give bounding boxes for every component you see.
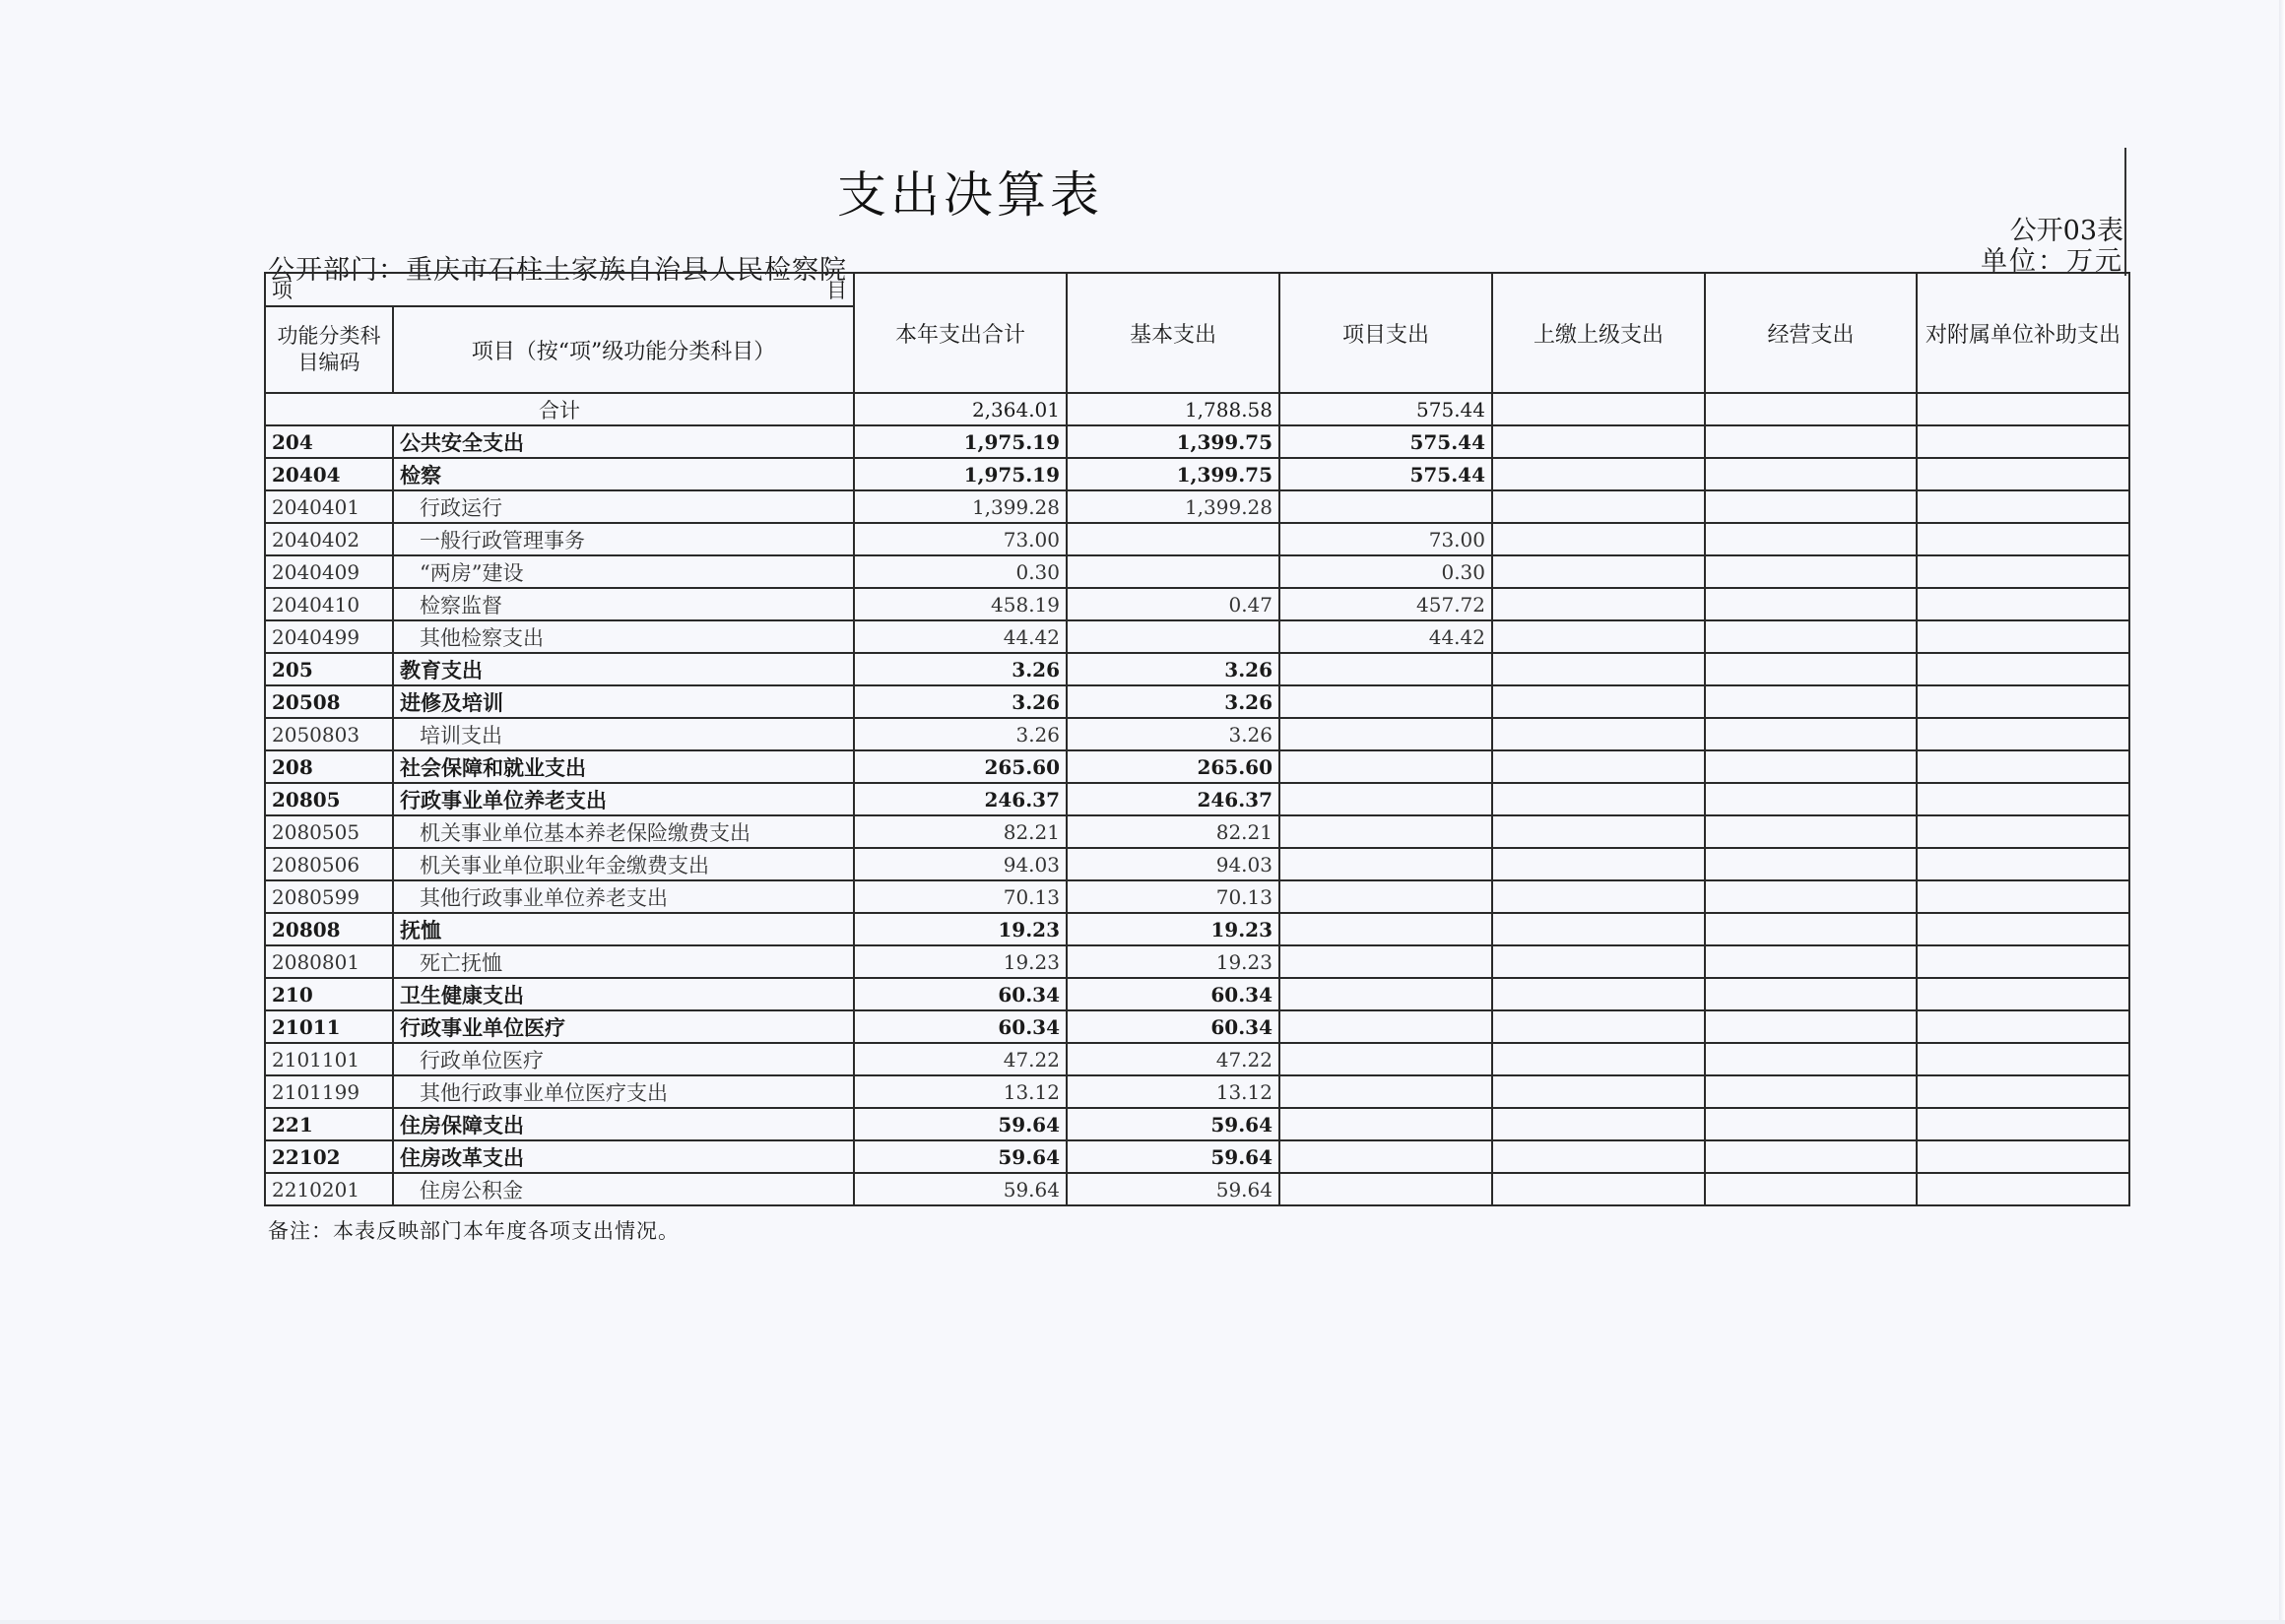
row-value: 3.26 [1067, 685, 1279, 718]
row-code: 22102 [265, 1140, 393, 1173]
row-value: 1,399.75 [1067, 458, 1279, 490]
row-value: 1,399.28 [854, 490, 1067, 523]
row-name: 行政单位医疗 [393, 1043, 854, 1075]
row-value: 60.34 [854, 978, 1067, 1010]
row-value [1917, 1075, 2129, 1108]
row-value [1279, 1075, 1492, 1108]
row-code: 2050803 [265, 718, 393, 750]
row-code: 2080506 [265, 848, 393, 880]
row-name: “两房”建设 [393, 555, 854, 588]
row-value [1705, 1043, 1917, 1075]
row-value [1279, 490, 1492, 523]
row-value [1492, 620, 1705, 653]
row-value: 1,399.28 [1067, 490, 1279, 523]
row-name: 机关事业单位职业年金缴费支出 [393, 848, 854, 880]
row-value [1705, 1108, 1917, 1140]
row-code: 2040409 [265, 555, 393, 588]
row-value [1705, 913, 1917, 945]
row-value: 73.00 [854, 523, 1067, 555]
expenditure-table [264, 272, 2130, 1206]
row-value [1492, 1043, 1705, 1075]
header-name-col: 项目（按“项”级功能分类科目） [393, 306, 854, 393]
row-value [1279, 1108, 1492, 1140]
table-row [265, 685, 2129, 718]
row-value: 1,975.19 [854, 458, 1067, 490]
row-code: 208 [265, 750, 393, 783]
row-value: 19.23 [854, 913, 1067, 945]
table-row [265, 718, 2129, 750]
row-code: 2210201 [265, 1173, 393, 1205]
row-value: 94.03 [1067, 848, 1279, 880]
row-value [1492, 588, 1705, 620]
row-value: 70.13 [854, 880, 1067, 913]
table-row [265, 815, 2129, 848]
row-name: 住房保障支出 [393, 1108, 854, 1140]
row-value: 59.64 [1067, 1140, 1279, 1173]
row-value: 457.72 [1279, 588, 1492, 620]
row-code: 2040410 [265, 588, 393, 620]
row-value: 59.64 [1067, 1173, 1279, 1205]
footnote: 备注：本表反映部门本年度各项支出情况。 [268, 1219, 680, 1243]
row-value [1492, 880, 1705, 913]
row-name: 行政事业单位养老支出 [393, 783, 854, 815]
row-value [1067, 555, 1279, 588]
table-row [265, 490, 2129, 523]
row-value: 0.47 [1067, 588, 1279, 620]
row-value [1279, 815, 1492, 848]
row-value: 60.34 [854, 1010, 1067, 1043]
row-value [1705, 1075, 1917, 1108]
row-value [1492, 1173, 1705, 1205]
row-value: 0.30 [1279, 555, 1492, 588]
row-value [1917, 620, 2129, 653]
row-name: 住房改革支出 [393, 1140, 854, 1173]
row-value [1705, 653, 1917, 685]
row-value: 60.34 [1067, 1010, 1279, 1043]
header-code-col: 功能分类科目编码 [265, 306, 393, 393]
row-value [1492, 718, 1705, 750]
row-code: 20508 [265, 685, 393, 718]
row-value [1917, 718, 2129, 750]
row-value [1279, 750, 1492, 783]
row-value: 265.60 [1067, 750, 1279, 783]
department-label: 公开部门：重庆市石柱土家族自治县人民检察院 [268, 255, 847, 286]
header-xiang-mu [265, 273, 854, 306]
header-col-total: 本年支出合计 [854, 273, 1067, 393]
row-value [1917, 848, 2129, 880]
total-row [265, 393, 2129, 425]
row-name: 教育支出 [393, 653, 854, 685]
row-value [1917, 1010, 2129, 1043]
row-name: 检察 [393, 458, 854, 490]
table-row [265, 523, 2129, 555]
row-value [1705, 555, 1917, 588]
row-name: 其他行政事业单位养老支出 [393, 880, 854, 913]
table-row [265, 588, 2129, 620]
row-value: 19.23 [854, 945, 1067, 978]
row-value: 1,399.75 [1067, 425, 1279, 458]
row-code: 2080505 [265, 815, 393, 848]
row-value: 3.26 [1067, 653, 1279, 685]
row-value [1492, 555, 1705, 588]
row-value [1279, 685, 1492, 718]
header-col-operating: 经营支出 [1705, 273, 1917, 393]
row-value [1492, 1075, 1705, 1108]
row-value [1917, 1173, 2129, 1205]
row-value [1917, 913, 2129, 945]
row-value [1705, 750, 1917, 783]
row-value [1705, 880, 1917, 913]
total-value [1492, 393, 1705, 425]
table-row [265, 913, 2129, 945]
row-value [1279, 848, 1492, 880]
row-value: 59.64 [854, 1108, 1067, 1140]
row-value [1492, 978, 1705, 1010]
row-value [1705, 1173, 1917, 1205]
row-name: 住房公积金 [393, 1173, 854, 1205]
row-value [1705, 425, 1917, 458]
row-code: 2080599 [265, 880, 393, 913]
row-value [1492, 783, 1705, 815]
row-value [1917, 1043, 2129, 1075]
row-value [1492, 750, 1705, 783]
row-code: 204 [265, 425, 393, 458]
row-name: 培训支出 [393, 718, 854, 750]
row-value: 246.37 [1067, 783, 1279, 815]
row-value [1917, 750, 2129, 783]
row-value [1492, 458, 1705, 490]
row-value: 575.44 [1279, 458, 1492, 490]
row-value [1279, 783, 1492, 815]
total-value: 575.44 [1279, 393, 1492, 425]
row-value: 73.00 [1279, 523, 1492, 555]
table-code: 公开03表 [2009, 216, 2123, 246]
row-value [1705, 978, 1917, 1010]
row-value: 82.21 [854, 815, 1067, 848]
total-value: 1,788.58 [1067, 393, 1279, 425]
row-value: 94.03 [854, 848, 1067, 880]
table-row [265, 1140, 2129, 1173]
total-value [1917, 393, 2129, 425]
row-value: 458.19 [854, 588, 1067, 620]
table-row [265, 1173, 2129, 1205]
row-value [1917, 458, 2129, 490]
table-row [265, 458, 2129, 490]
row-name: 其他检察支出 [393, 620, 854, 653]
row-code: 2101101 [265, 1043, 393, 1075]
row-value [1705, 848, 1917, 880]
row-value: 60.34 [1067, 978, 1279, 1010]
row-value [1279, 718, 1492, 750]
table-row [265, 1108, 2129, 1140]
row-value: 13.12 [854, 1075, 1067, 1108]
row-value [1917, 1108, 2129, 1140]
row-value [1492, 945, 1705, 978]
row-value [1705, 945, 1917, 978]
row-value [1705, 815, 1917, 848]
table-row [265, 555, 2129, 588]
table-row [265, 1043, 2129, 1075]
row-value [1917, 523, 2129, 555]
row-value [1279, 978, 1492, 1010]
row-value [1279, 945, 1492, 978]
row-code: 2080801 [265, 945, 393, 978]
row-value: 13.12 [1067, 1075, 1279, 1108]
table-row [265, 978, 2129, 1010]
row-value [1705, 1140, 1917, 1173]
row-value [1917, 588, 2129, 620]
row-value [1492, 815, 1705, 848]
total-label: 合计 [265, 393, 854, 425]
table-row [265, 945, 2129, 978]
row-code: 2101199 [265, 1075, 393, 1108]
row-code: 210 [265, 978, 393, 1010]
row-name: 死亡抚恤 [393, 945, 854, 978]
right-rule [2124, 148, 2126, 276]
table-row [265, 750, 2129, 783]
row-value: 47.22 [1067, 1043, 1279, 1075]
row-value [1917, 555, 2129, 588]
row-name: 行政事业单位医疗 [393, 1010, 854, 1043]
row-code: 21011 [265, 1010, 393, 1043]
total-value [1705, 393, 1917, 425]
row-code: 20404 [265, 458, 393, 490]
row-value [1492, 685, 1705, 718]
row-value: 265.60 [854, 750, 1067, 783]
row-value: 82.21 [1067, 815, 1279, 848]
row-value [1492, 1010, 1705, 1043]
row-value [1492, 1140, 1705, 1173]
row-value [1279, 1010, 1492, 1043]
row-value [1917, 783, 2129, 815]
row-value [1917, 685, 2129, 718]
page-bottom-edge [0, 1620, 2285, 1624]
row-value [1917, 880, 2129, 913]
row-name: 社会保障和就业支出 [393, 750, 854, 783]
row-name: 行政运行 [393, 490, 854, 523]
row-code: 205 [265, 653, 393, 685]
row-value [1705, 458, 1917, 490]
row-value [1279, 1140, 1492, 1173]
row-value [1279, 880, 1492, 913]
row-name: 检察监督 [393, 588, 854, 620]
header-col-remit: 上缴上级支出 [1492, 273, 1705, 393]
total-value: 2,364.01 [854, 393, 1067, 425]
header-col-basic: 基本支出 [1067, 273, 1279, 393]
table-row [265, 1010, 2129, 1043]
header-xiang: 项 [272, 279, 293, 302]
row-value [1917, 653, 2129, 685]
row-name: 其他行政事业单位医疗支出 [393, 1075, 854, 1108]
table-row [265, 653, 2129, 685]
row-value [1279, 653, 1492, 685]
row-code: 2040401 [265, 490, 393, 523]
row-value: 70.13 [1067, 880, 1279, 913]
row-value: 19.23 [1067, 945, 1279, 978]
row-value: 0.30 [854, 555, 1067, 588]
row-name: 公共安全支出 [393, 425, 854, 458]
document-title: 支出决算表 [837, 166, 1103, 224]
row-value: 3.26 [854, 685, 1067, 718]
row-value [1917, 945, 2129, 978]
row-value [1705, 490, 1917, 523]
row-code: 2040499 [265, 620, 393, 653]
row-name: 抚恤 [393, 913, 854, 945]
row-value: 19.23 [1067, 913, 1279, 945]
row-value [1705, 718, 1917, 750]
row-value [1705, 620, 1917, 653]
header-col-project: 项目支出 [1279, 273, 1492, 393]
header-col-subsidy: 对附属单位补助支出 [1917, 273, 2129, 393]
row-value: 44.42 [1279, 620, 1492, 653]
row-value [1492, 523, 1705, 555]
row-value [1067, 523, 1279, 555]
row-value: 3.26 [1067, 718, 1279, 750]
unit-label: 单位：万元 [1981, 246, 2123, 277]
row-value: 3.26 [854, 653, 1067, 685]
row-name: 进修及培训 [393, 685, 854, 718]
row-value [1705, 523, 1917, 555]
row-value: 1,975.19 [854, 425, 1067, 458]
row-value [1917, 978, 2129, 1010]
row-value: 59.64 [854, 1140, 1067, 1173]
row-value: 246.37 [854, 783, 1067, 815]
row-value [1705, 685, 1917, 718]
row-code: 221 [265, 1108, 393, 1140]
row-value [1492, 490, 1705, 523]
row-value [1067, 620, 1279, 653]
row-value [1705, 783, 1917, 815]
header-mu: 目 [826, 279, 847, 302]
row-name: 机关事业单位基本养老保险缴费支出 [393, 815, 854, 848]
row-value [1492, 653, 1705, 685]
row-value: 47.22 [854, 1043, 1067, 1075]
row-value: 575.44 [1279, 425, 1492, 458]
row-value [1917, 490, 2129, 523]
page-edge [2279, 0, 2285, 1624]
row-value: 3.26 [854, 718, 1067, 750]
row-value [1917, 815, 2129, 848]
table-row [265, 783, 2129, 815]
table-row [265, 620, 2129, 653]
table-row [265, 1075, 2129, 1108]
row-value [1705, 588, 1917, 620]
row-value [1917, 1140, 2129, 1173]
row-value: 59.64 [854, 1173, 1067, 1205]
table-row [265, 425, 2129, 458]
row-value [1492, 913, 1705, 945]
row-name: 一般行政管理事务 [393, 523, 854, 555]
row-code: 2040402 [265, 523, 393, 555]
row-code: 20805 [265, 783, 393, 815]
row-value [1492, 848, 1705, 880]
table-row [265, 848, 2129, 880]
row-value [1279, 1043, 1492, 1075]
row-value [1279, 913, 1492, 945]
row-value [1917, 425, 2129, 458]
row-value [1279, 1173, 1492, 1205]
row-value: 59.64 [1067, 1108, 1279, 1140]
row-value [1492, 425, 1705, 458]
row-value [1492, 1108, 1705, 1140]
row-value: 44.42 [854, 620, 1067, 653]
row-name: 卫生健康支出 [393, 978, 854, 1010]
row-value [1705, 1010, 1917, 1043]
table-row [265, 880, 2129, 913]
row-code: 20808 [265, 913, 393, 945]
